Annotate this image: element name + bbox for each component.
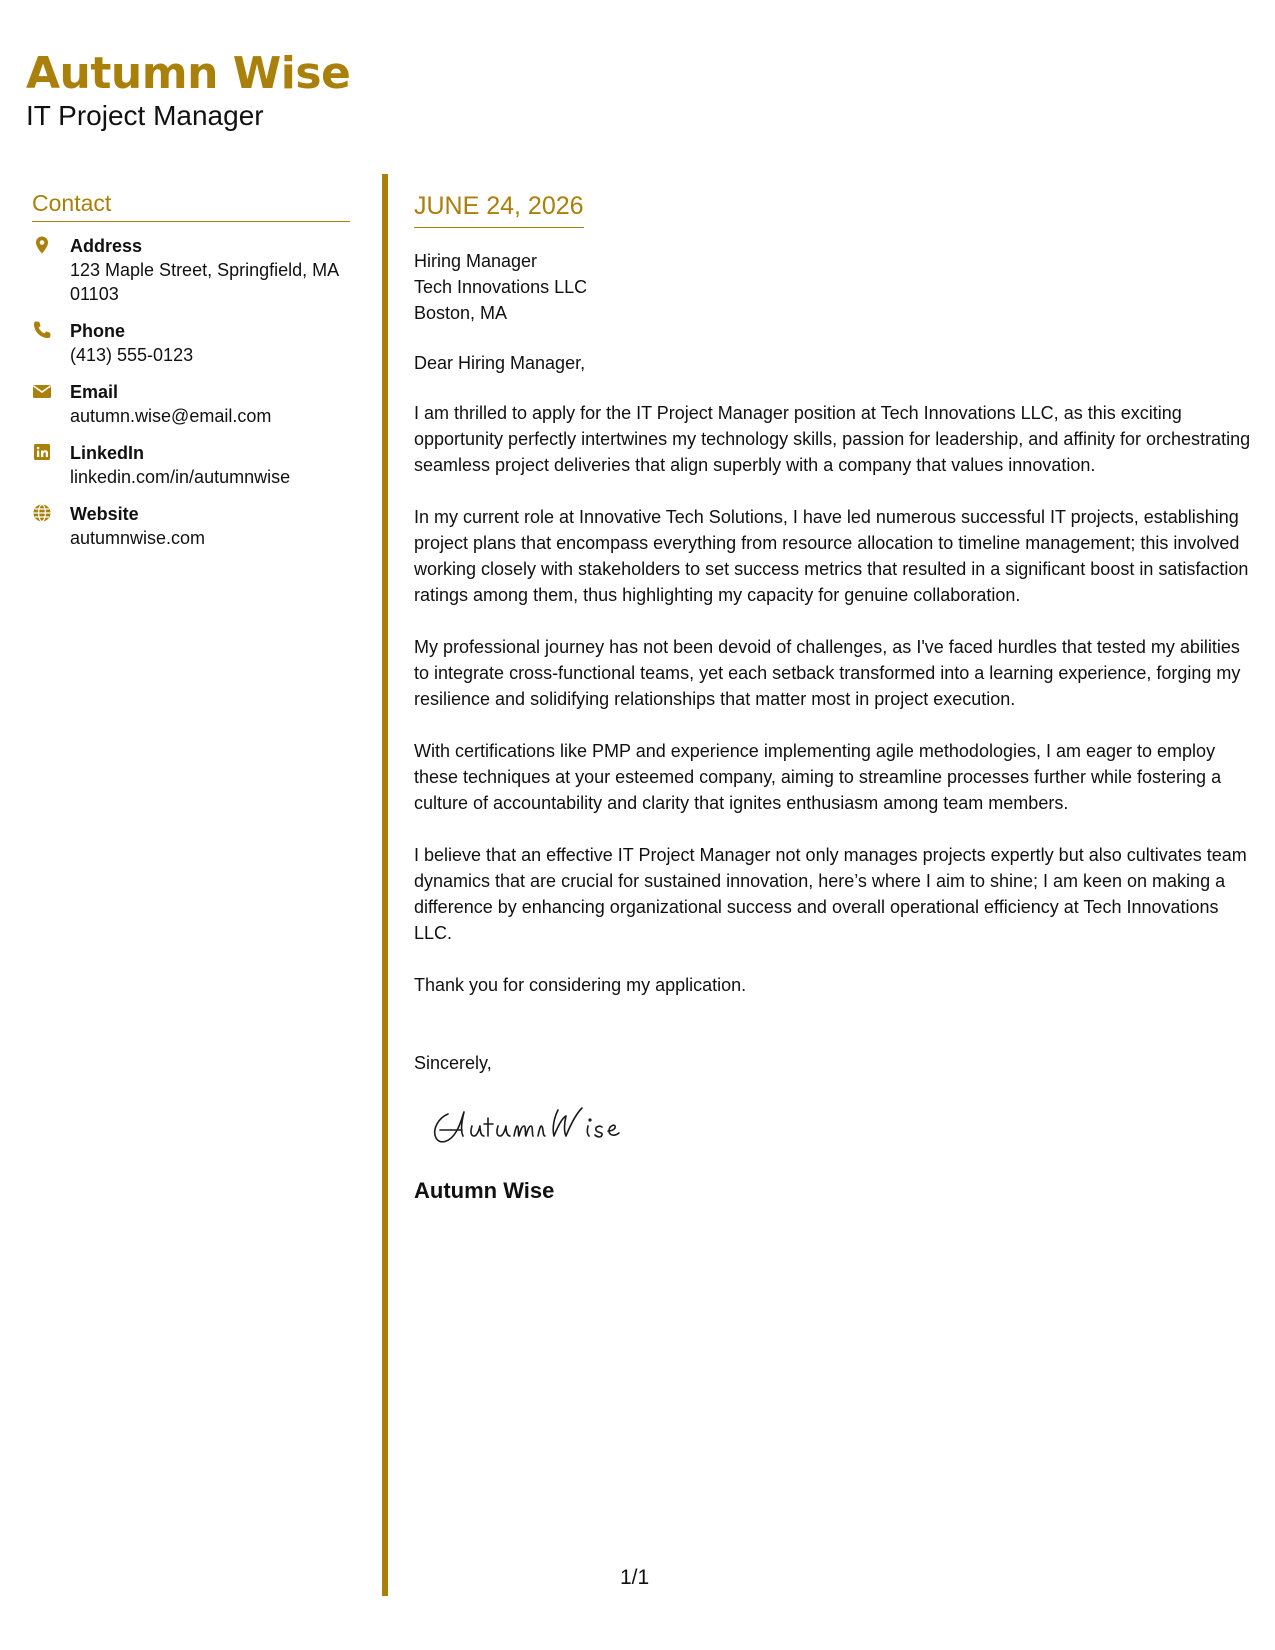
body-paragraph: Thank you for considering my application. <box>414 975 747 995</box>
email-label: Email <box>70 382 119 402</box>
phone-label: Phone <box>70 321 126 341</box>
body-paragraph: With certifications like PMP and experience implementing agile methodologies, I am eager to employ these techniques at your esteemed company, aiming to streamline processes further while fostering a culture of accountability and clarity that ignites enthusiasm among team members. <box>414 741 1222 813</box>
handwritten-signature <box>426 1096 666 1156</box>
website-label: Website <box>70 504 139 524</box>
phone-icon <box>32 320 54 342</box>
envelope-icon <box>32 381 54 403</box>
body-paragraph: I believe that an effective IT Project Manager not only manages projects expertly but also cultivates team dynamics that are crucial for sustained innovation, here’s where I aim to shine; I am keen on making a difference by enhancing organizational success and overall operational efficiency at Tech Innovations LLC. <box>414 845 1247 943</box>
phone-value: (413) 555-0123 <box>70 345 194 365</box>
globe-icon <box>32 503 54 525</box>
recipient-line: Hiring Manager <box>414 251 538 271</box>
contact-heading: Contact <box>32 190 350 222</box>
job-title: IT Project Manager <box>26 100 264 131</box>
body-paragraph: I am thrilled to apply for the IT Project Manager position at Tech Innovations LLC, as this exciting opportunity perfectly intertwines my technology skills, passion for leadership, and affinity for orchestrating seamless project deliveries that align superbly with a company that values innovation. <box>414 403 1251 475</box>
website-value: autumnwise.com <box>70 528 206 548</box>
contact-website <box>32 502 350 550</box>
body-paragraph: In my current role at Innovative Tech Solutions, I have led numerous successful IT projects, establishing project plans that encompass everything from resource allocation to timeline management; this involved working closely with stakeholders to set success metrics that resulted in a significant boost in satisfaction ratings among them, thus highlighting my capacity for genuine collaboration. <box>414 507 1249 605</box>
recipient-line: Boston, MA <box>414 303 508 323</box>
linkedin-label: LinkedIn <box>70 443 145 463</box>
contact-address <box>32 234 350 306</box>
letter-body <box>414 192 1254 1204</box>
vertical-divider <box>382 174 388 1596</box>
signer-name: Autumn Wise <box>414 1178 555 1203</box>
contact-phone <box>32 319 350 367</box>
recipient-line: Tech Innovations LLC <box>414 277 588 297</box>
linkedin-value: linkedin.com/in/autumnwise <box>70 467 291 487</box>
closing: Sincerely, <box>414 1053 492 1073</box>
applicant-name: Autumn Wise <box>26 48 351 99</box>
address-value: 123 Maple Street, Springfield, MA 01103 <box>70 260 339 304</box>
contact-linkedin <box>32 441 350 489</box>
map-pin-icon <box>32 235 54 257</box>
contact-sidebar <box>32 190 350 563</box>
recipient-block <box>414 248 1254 326</box>
page-number: 1/1 <box>620 1566 650 1589</box>
address-label: Address <box>70 236 143 256</box>
contact-email <box>32 380 350 428</box>
salutation: Dear Hiring Manager, <box>414 353 586 373</box>
linkedin-icon <box>32 442 54 464</box>
email-value: autumn.wise@email.com <box>70 406 272 426</box>
body-paragraph: My professional journey has not been devoid of challenges, as I've faced hurdles that tested my abilities to integrate cross-functional teams, yet each setback transformed into a learning experience, forging my resilience and solidifying relationships that matter most in project execution. <box>414 637 1241 709</box>
letter-date: JUNE 24, 2026 <box>414 192 584 228</box>
